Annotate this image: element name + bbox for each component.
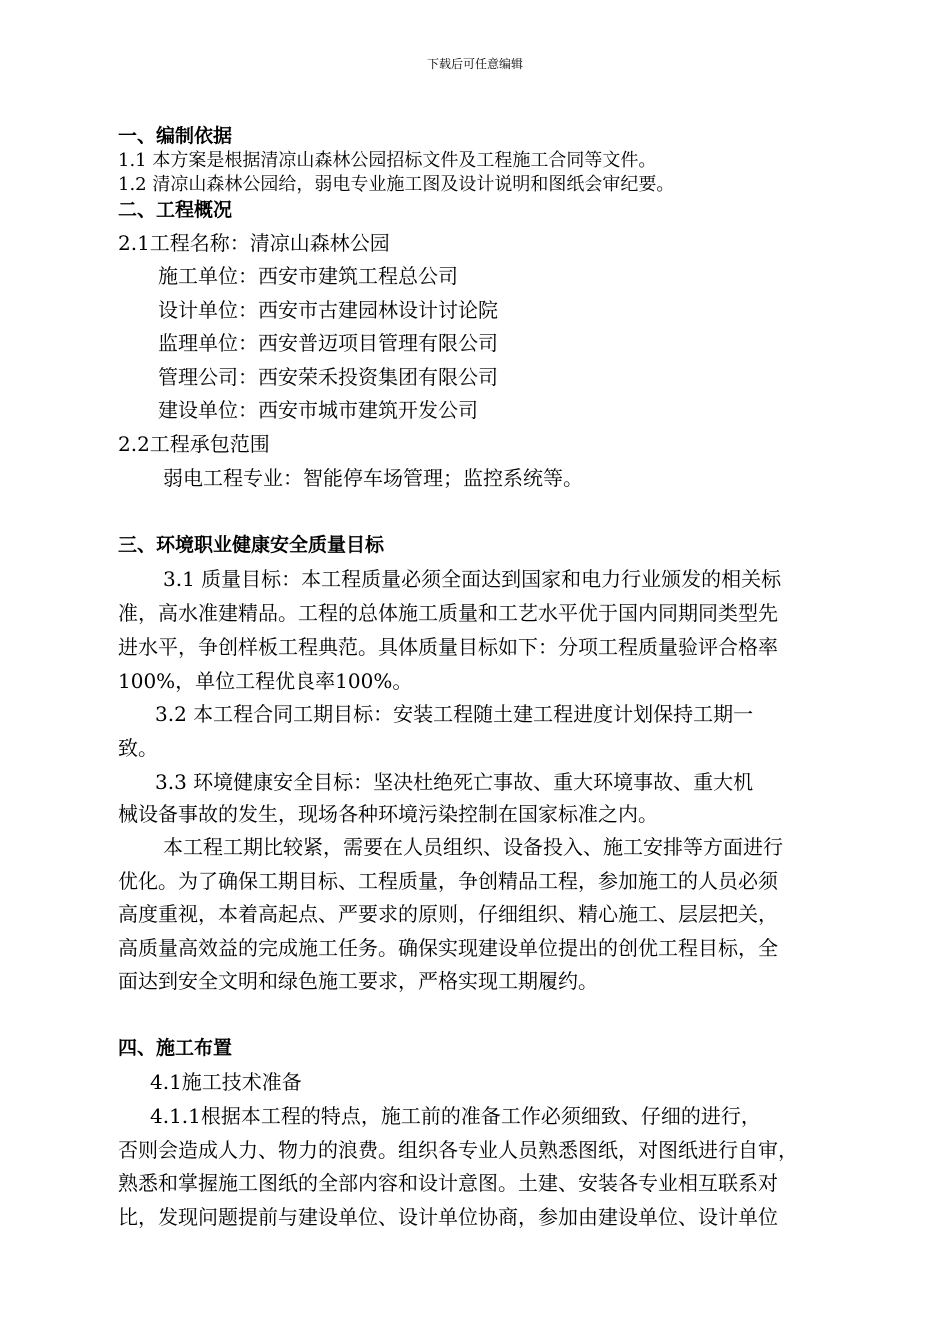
- paragraph-line: 4.1.1根据本工程的特点，施工前的准备工作必须细致、仔细的进行，: [150, 1104, 761, 1128]
- paragraph-line: 比，发现问题提前与建设单位、设计单位协商，参加由建设单位、设计单位: [118, 1205, 778, 1229]
- paragraph-line: 高质量高效益的完成施工任务。确保实现建设单位提出的创优工程目标，全: [118, 936, 778, 960]
- subsection-title: 4.1施工技术准备: [150, 1070, 302, 1094]
- paragraph-line: 准，高水准建精品。工程的总体施工质量和工艺水平优于国内同期同类型先: [118, 601, 778, 625]
- section-2-title: 二、工程概况: [118, 199, 233, 221]
- paragraph-line: 熟悉和掌握施工图纸的全部内容和设计意图。土建、安装各专业相互联系对: [118, 1171, 778, 1195]
- scope-title: 2.2工程承包范围: [118, 432, 270, 456]
- paragraph-line: 3.2 本工程合同工期目标：安装工程随土建工程进度计划保持工期一: [155, 702, 754, 726]
- paragraph-line: 否则会造成人力、物力的浪费。组织各专业人员熟悉图纸，对图纸进行自审，: [118, 1138, 798, 1162]
- section-1-item-2: 1.2 清凉山森林公园给，弱电专业施工图及设计说明和图纸会审纪要。: [118, 174, 675, 195]
- page-header: 下载后可任意编辑: [426, 57, 523, 71]
- paragraph-line: 3.1 质量目标：本工程质量必须全面达到国家和电力行业颁发的相关标: [163, 567, 782, 591]
- paragraph-line: 致。: [118, 736, 158, 760]
- paragraph-line: 面达到安全文明和绿色施工要求，严格实现工期履约。: [118, 969, 598, 993]
- paragraph-line: 械设备事故的发生，现场各种环境污染控制在国家标准之内。: [118, 802, 658, 826]
- section-3-title: 三、环境职业健康安全质量目标: [118, 534, 385, 556]
- paragraph-line: 本工程工期比较紧，需要在人员组织、设备投入、施工安排等方面进行: [163, 835, 783, 859]
- paragraph-line: 高度重视，本着高起点、严要求的原则，仔细组织、精心施工、层层把关，: [118, 902, 778, 926]
- management-company: 管理公司：西安荣禾投资集团有限公司: [158, 365, 498, 389]
- paragraph-line: 优化。为了确保工期目标、工程质量，争创精品工程，参加施工的人员必须: [118, 869, 778, 893]
- section-1-item-1: 1.1 本方案是根据清凉山森林公园招标文件及工程施工合同等文件。: [118, 150, 657, 171]
- paragraph-line: 100%，单位工程优良率100%。: [118, 669, 413, 693]
- section-1-title: 一、编制依据: [118, 125, 233, 147]
- construction-unit: 施工单位：西安市建筑工程总公司: [158, 264, 458, 288]
- paragraph-line: 进水平，争创样板工程典范。具体质量目标如下：分项工程质量验评合格率: [118, 635, 778, 659]
- scope-text: 弱电工程专业：智能停车场管理；监控系统等。: [163, 466, 583, 490]
- section-4-title: 四、施工布置: [118, 1037, 233, 1059]
- owner-unit: 建设单位：西安市城市建筑开发公司: [158, 398, 478, 422]
- project-name: 2.1工程名称：清凉山森林公园: [118, 231, 390, 255]
- paragraph-line: 3.3 环境健康安全目标：坚决杜绝死亡事故、重大环境事故、重大机: [155, 770, 754, 794]
- supervision-unit: 监理单位：西安普迈项目管理有限公司: [158, 331, 498, 355]
- design-unit: 设计单位：西安市古建园林设计讨论院: [158, 298, 498, 322]
